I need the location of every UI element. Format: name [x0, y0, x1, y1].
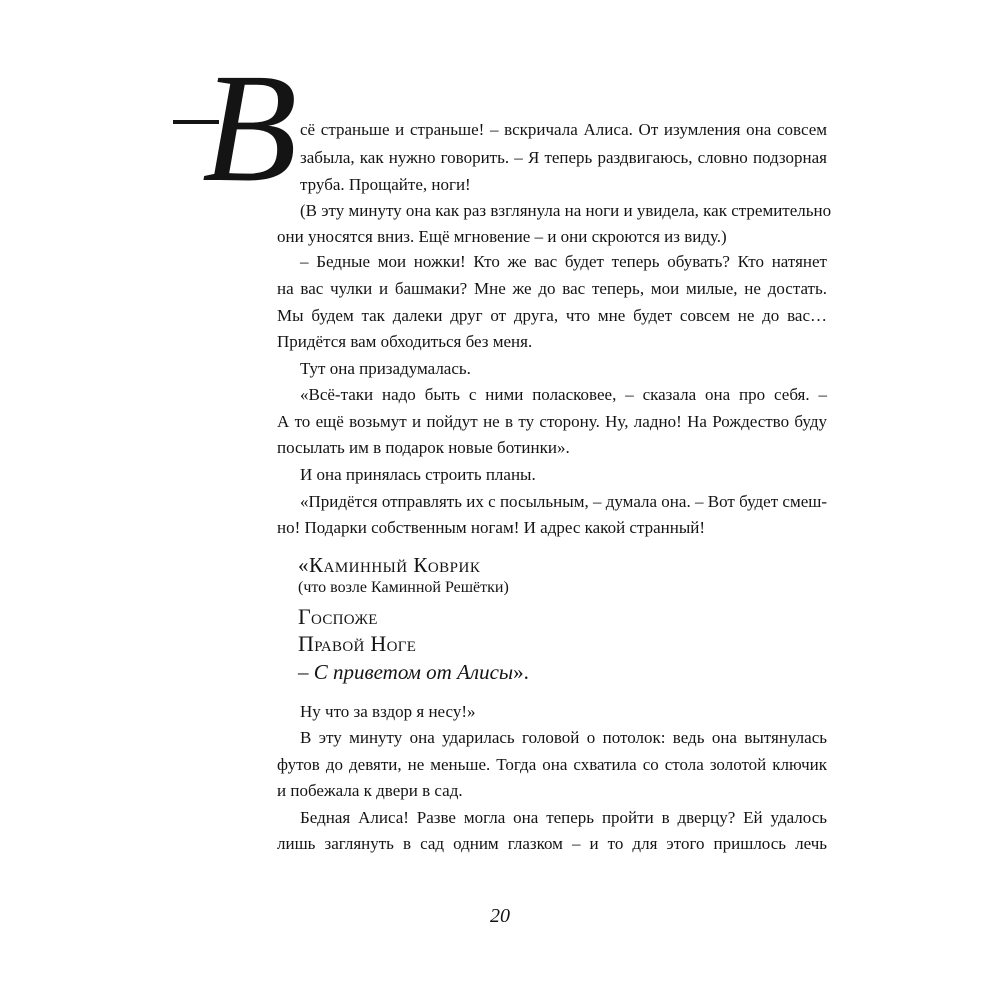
address-dash: –	[298, 660, 314, 684]
text-line: Бедная Алиса! Разве могла она теперь пройти в дверцу? Ей удалось	[300, 808, 827, 827]
address-closing: ».	[513, 660, 529, 684]
address-signature: С приветом от Алисы	[313, 660, 514, 684]
drop-cap-letter: В	[202, 41, 298, 214]
text-line: А то ещё возьмут и пойдут не в ту сторону. Ну, ладно! На Рождество буду	[277, 412, 827, 431]
text-line: труба. Прощайте, ноги!	[300, 175, 471, 194]
text-line: Тут она призадумалась.	[300, 359, 471, 378]
text-line: «Всё-таки надо быть с ними поласковее, – сказала она про себя. –	[300, 385, 827, 404]
text-line: Ну что за вздор я несу!»	[300, 702, 476, 721]
address-line-5	[298, 658, 529, 686]
address-line-2: (что возле Каминной Решётки)	[298, 579, 509, 596]
text-line: и побежала к двери в сад.	[277, 781, 463, 800]
text-line: В эту минуту она ударилась головой о потолок: ведь она вытянулась	[300, 728, 827, 747]
page-number: 20	[490, 905, 510, 927]
drop-cap	[168, 41, 298, 214]
text-line: на вас чулки и башмаки? Мне же до вас теперь, мои милые, не достать.	[277, 279, 827, 298]
text-line: но! Подарки собственным ногам! И адрес какой странный!	[277, 518, 706, 537]
text-line: посылать им в подарок новые ботинки».	[277, 438, 570, 457]
text-line: лишь заглянуть в сад одним глазком – и то для этого пришлось лечь	[277, 834, 827, 853]
address-line-1: «Каминный Коврик	[298, 553, 481, 577]
address-line-4: Правой Ноге	[298, 631, 417, 656]
text-line: забыла, как нужно говорить. – Я теперь раздвигаюсь, словно подзорная	[300, 148, 827, 167]
text-line: И она принялась строить планы.	[300, 465, 536, 484]
text-line: (В эту минуту она как раз взглянула на ноги и увидела, как стремительно	[300, 201, 832, 220]
text-line: «Придётся отправлять их с посыльным, – думала она. – Вот будет смеш-	[300, 492, 827, 511]
text-line: – Бедные мои ножки! Кто же вас будет теперь обувать? Кто натянет	[300, 252, 827, 271]
address-line-3: Госпоже	[298, 604, 378, 629]
text-line: они уносятся вниз. Ещё мгновение – и они скроются из виду.)	[277, 227, 727, 246]
text-line: Мы будем так далеки друг от друга, что мне будет совсем не до вас…	[277, 306, 827, 325]
text-line: Придётся вам обходиться без меня.	[277, 332, 533, 351]
text-line: сё страньше и страньше! – вскричала Алиса. От изумления она совсем	[300, 120, 827, 139]
text-line: футов до девяти, не меньше. Тогда она схватила со стола золотой ключик	[277, 755, 827, 774]
